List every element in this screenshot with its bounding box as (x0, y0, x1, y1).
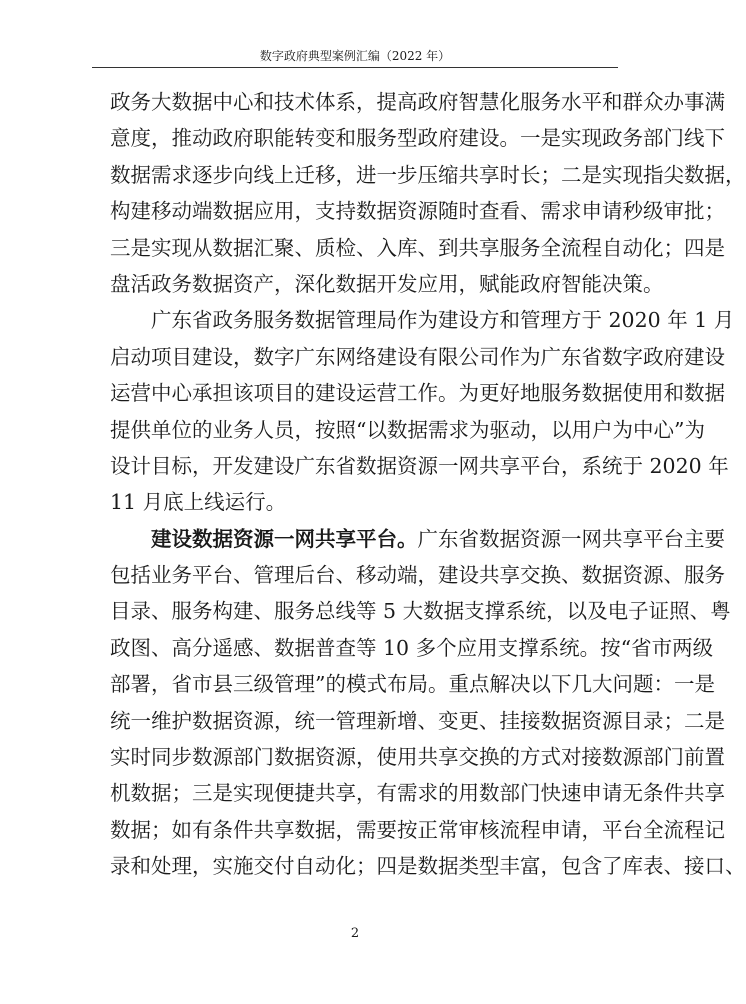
text-line: 意度，推动政府职能转变和服务型政府建设。一是实现政务部门线下 (110, 126, 725, 151)
text-line: 构建移动端数据应用，支持数据资源随时查看、需求申请秒级审批； (110, 199, 725, 224)
text-line: 三是实现从数据汇聚、质检、入库、到共享服务全流程自动化；四是 (110, 235, 725, 260)
header-title: 数字政府典型案例汇编（2022 年） (259, 49, 451, 63)
page-header (92, 48, 618, 68)
text-line: 政务大数据中心和技术体系，提高政府智慧化服务水平和群众办事满 (110, 90, 725, 114)
section-heading: 建设数据资源一网共享平台。 (151, 526, 418, 551)
page-number: 2 (350, 926, 360, 941)
text-line: 部署，省市县三级管理”的模式布局。重点解决以下几大问题：一是 (110, 672, 715, 697)
text-line: 运营中心承担该项目的建设运营工作。为更好地服务数据使用和数据 (110, 381, 725, 406)
text-line: 政图、高分遥感、数据普查等 10 多个应用支撑系统。按“省市两级 (110, 635, 714, 660)
text-line: 目录、服务构建、服务总线等 5 大数据支撑系统，以及电子证照、粤 (110, 599, 731, 624)
text-line: 包括业务平台、管理后台、移动端，建设共享交换、数据资源、服务 (110, 563, 725, 588)
heading-continuation: 广东省数据资源一网共享平台主要 (417, 526, 725, 551)
text-line: 提供单位的业务人员，按照“以数据需求为驱动，以用户为中心”为 (110, 417, 705, 442)
text-line: 机数据；三是实现便捷共享，有需求的用数部门快速申请无条件共享 (110, 781, 725, 806)
text-line: 实时同步数源部门数据资源，使用共享交换的方式对接数源部门前置 (110, 745, 725, 770)
text-line: 录和处理，实施交付自动化；四是数据类型丰富，包含了库表、接口、 (110, 854, 746, 879)
text-line: 统一维护数据资源，统一管理新增、变更、挂接数据资源目录；二是 (110, 708, 725, 733)
text-line: 盘活政务数据资产，深化数据开发应用，赋能政府智能决策。 (110, 271, 664, 296)
text-line: 11 月底上线运行。 (110, 490, 287, 515)
text-line (110, 521, 725, 557)
text-line: 数据；如有条件共享数据，需要按正常审核流程申请，平台全流程记 (110, 817, 725, 842)
text-line: 启动项目建设，数字广东网络建设有限公司作为广东省数字政府建设 (110, 344, 725, 369)
text-line: 数据需求逐步向线上迁移，进一步压缩共享时长；二是实现指尖数据， (110, 162, 746, 187)
text-line: 广东省政务服务数据管理局作为建设方和管理方于 2020 年 1 月 (151, 308, 735, 333)
text-line: 设计目标，开发建设广东省数据资源一网共享平台，系统于 2020 年 (110, 453, 729, 478)
body-text (110, 84, 746, 885)
